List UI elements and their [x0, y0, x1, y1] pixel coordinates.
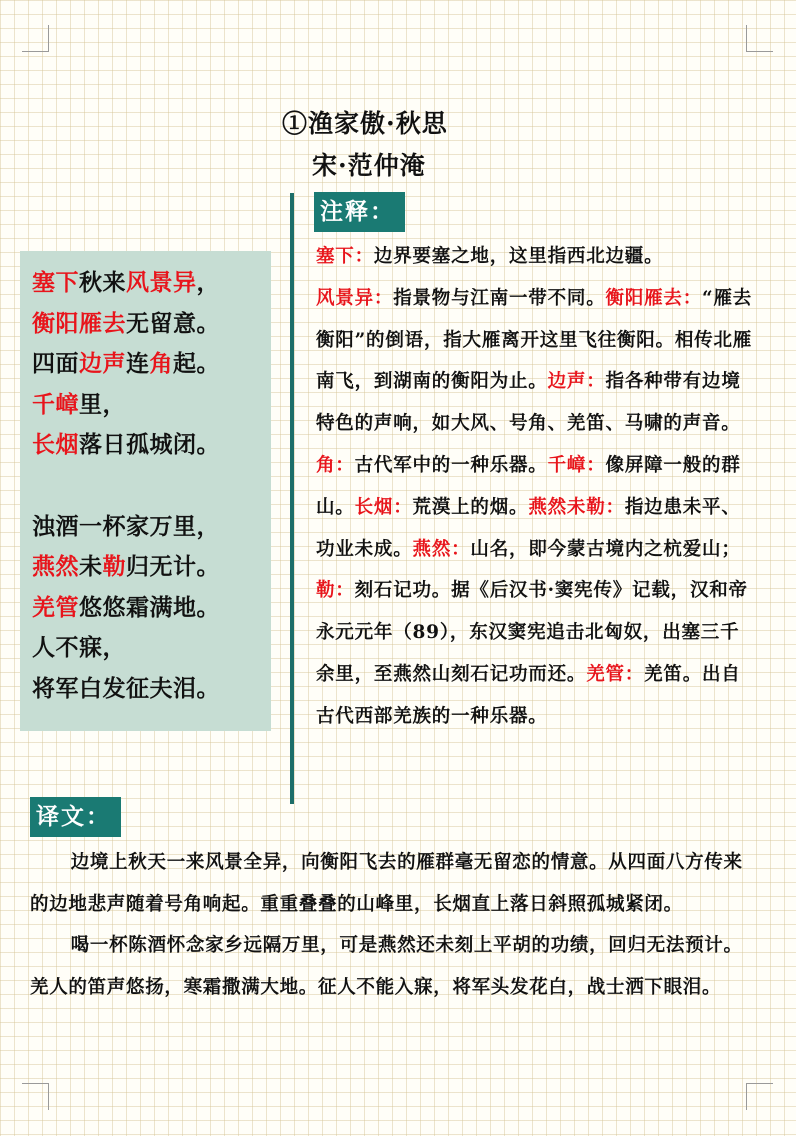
notes-heading: 注释： [314, 192, 405, 232]
poem-text: 人不寐， [32, 634, 126, 661]
poem-keyword: 勒 [102, 553, 126, 580]
poem-text: 未 [79, 553, 103, 580]
poem-text: 秋来 [79, 269, 126, 296]
poem-line [32, 669, 271, 710]
crop-mark-top-left [22, 25, 49, 52]
poem-line [32, 263, 271, 304]
translation-heading: 译文： [30, 797, 121, 837]
note-definition: 指边患未平、功业未成。 [316, 496, 741, 560]
note-term: 衡阳雁去： [605, 287, 703, 309]
translation-paragraph: 边境上秋天一来风景全异，向衡阳飞去的雁群毫无留恋的情意。从四面八方传来的边地悲声随着号角响起。重重叠叠的山峰里，长烟直上落日斜照孤城紧闭。 [30, 852, 743, 915]
crop-mark-bottom-left [22, 1083, 49, 1110]
crop-mark-top-right [746, 25, 773, 52]
poem-line [32, 304, 271, 345]
note-term: 勒： [316, 580, 355, 602]
note-definition: 荒漠上的烟。 [412, 496, 529, 518]
poem-text: 将军白发征夫泪。 [32, 674, 220, 702]
note-definition: 羌笛。出自古代西部羌族的一种乐器。 [316, 663, 741, 727]
poem-box [20, 251, 271, 731]
poem-text: 起。 [173, 350, 220, 377]
note-definition: 指各种带有边境特色的声响，如大风、号角、羌笛、马啸的声音。 [316, 371, 741, 435]
poem-keyword: 角 [149, 350, 173, 377]
poem-text: 落日孤城闭。 [79, 431, 220, 458]
note-term: 边声： [547, 371, 606, 393]
poem-text: ， [196, 269, 220, 296]
poem-line [32, 588, 271, 629]
poem-keyword: 羌管 [32, 593, 79, 621]
poem-text: 浊酒一杯家万里， [32, 512, 220, 540]
note-definition: 山名，即今蒙古境内之杭爱山； [470, 538, 741, 560]
stanza-gap [32, 466, 271, 507]
notes-body [316, 236, 756, 738]
poem-text: 里， [79, 390, 126, 418]
note-definition: “雁去衡阳”的倒语，指大雁离开这里飞往衡阳。相传北雁南飞，到湖南的衡阳为止。 [316, 287, 753, 393]
note-term: 燕然未勒： [528, 496, 625, 518]
note-definition: 指景物与江南一带不同。 [393, 287, 606, 309]
poem-keyword: 塞下 [32, 269, 79, 296]
poem-line [32, 425, 271, 466]
translation-body [30, 842, 758, 1008]
poem-line [32, 628, 271, 669]
note-term: 千嶂： [547, 454, 606, 476]
poem-text: 连 [126, 350, 150, 377]
poem-line [32, 507, 271, 548]
poem-keyword: 燕然 [32, 553, 79, 580]
divider-line [290, 193, 294, 804]
poem-text: 无留意。 [126, 309, 220, 337]
note-definition: 刻石记功。据《后汉书·窦宪传》记载，汉和帝永元元年（89），东汉窦宪追击北匈奴，出塞三千余里，至燕然山刻石记功而还。 [316, 580, 748, 685]
crop-mark-bottom-right [746, 1083, 773, 1110]
note-term: 角： [316, 454, 355, 476]
note-definition: 古代军中的一种乐器。 [354, 454, 548, 476]
poem-keyword: 长烟 [32, 431, 79, 458]
poem-keyword: 风景异 [126, 269, 197, 296]
note-term: 羌管： [586, 663, 645, 685]
poem-author: 宋·范仲淹 [312, 151, 426, 180]
translation-paragraph: 喝一杯陈酒怀念家乡远隔万里，可是燕然还未刻上平胡的功绩，回归无法预计。羌人的笛声悠扬，寒霜撒满大地。征人不能入寐，将军头发花白，战士洒下眼泪。 [30, 935, 743, 998]
note-term: 塞下： [316, 246, 374, 267]
note-term: 燕然： [412, 538, 471, 560]
note-term: 风景异： [316, 287, 394, 309]
poem-keyword: 边声 [79, 350, 126, 377]
poem-text: 归无计。 [126, 553, 220, 580]
note-term: 长烟： [354, 496, 413, 518]
poem-text: 悠悠霜满地。 [79, 593, 220, 621]
poem-keyword: 千嶂 [32, 390, 79, 418]
note-definition: 边界要塞之地，这里指西北边疆。 [373, 246, 664, 267]
poem-line [32, 344, 271, 385]
poem-title: ①渔家傲·秋思 [282, 109, 448, 138]
poem-keyword: 衡阳雁去 [32, 309, 126, 337]
note-definition: 像屏障一般的群山。 [316, 454, 741, 518]
poem-text: 四面 [32, 350, 79, 377]
poem-line [32, 385, 271, 426]
poem-line [32, 547, 271, 588]
